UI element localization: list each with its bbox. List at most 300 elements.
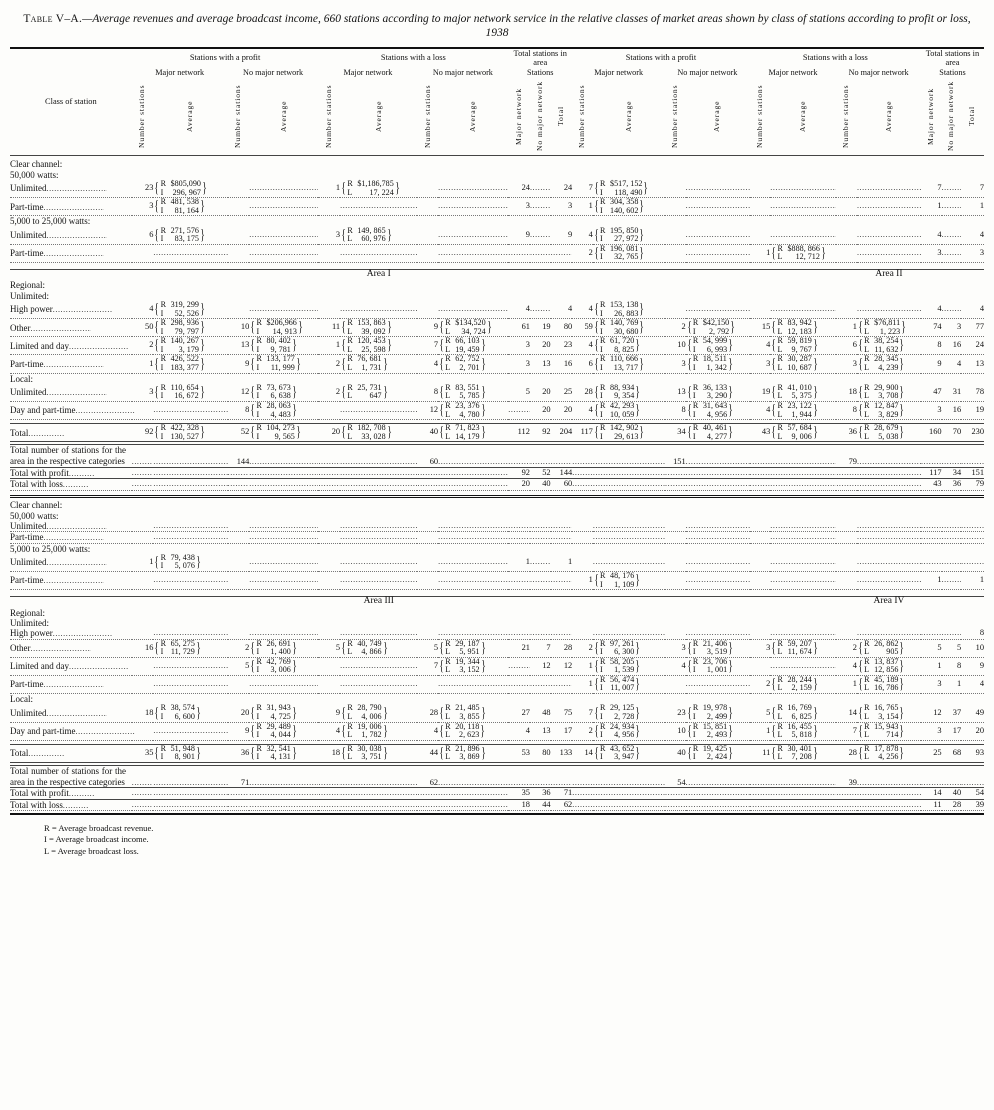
bottom-with-profit-cell-21: 54 — [975, 788, 984, 798]
bottom-row-6-total-nomajor: 12 — [542, 660, 551, 670]
bottom-row-8-r-total-all: 49 — [975, 707, 984, 717]
bottom-with-profit-leader — [69, 788, 95, 798]
brace-right-icon: } — [200, 226, 205, 243]
top-head-50k-spacer-9 — [530, 170, 551, 180]
bottom-head-reg-unlimited-spacer-5 — [340, 618, 417, 628]
top-totalnumber-cell-7 — [438, 445, 508, 468]
top-row-4-profit-major-count: 4 — [149, 304, 154, 314]
top-totalnumber-cell-15 — [750, 445, 771, 468]
bottom-row-6-loss-major-count — [318, 657, 340, 675]
top-row-0-r-profit-major-pair — [593, 180, 665, 197]
top-head-local — [10, 373, 984, 384]
bottom-head-local-spacer-15 — [750, 694, 771, 705]
top-row-7-profit-nomajor-label-1: R — [256, 354, 262, 364]
top-head-5to25k-spacer-6 — [417, 216, 438, 227]
bottom-row-8-profit-nomajor-count: 20 — [240, 707, 250, 717]
top-row-1-total-nomajor-dots — [530, 202, 551, 211]
top-row-5-loss-nomajor-pair — [438, 319, 508, 336]
top-row-2-r-profit-major-amount-1: 195, 850 — [610, 225, 639, 235]
top-row-8-r-loss-major-amount-1: 41, 010 — [787, 382, 812, 392]
bottom-total-label: Total — [10, 748, 29, 759]
table-row — [10, 521, 984, 532]
bottom-sep-1-cell-21 — [961, 590, 984, 597]
top-row-3-loss-major-average — [340, 244, 417, 262]
top-row-8-r-profit-major-amount-1: 88, 934 — [610, 382, 635, 392]
brace-left-icon: { — [341, 704, 347, 721]
bottom-row-0-r-total-nomajor-dots — [942, 522, 962, 531]
top-total-profit-major-label-2: I — [160, 431, 164, 441]
top-row-4-r-profit-nomajor-count — [665, 301, 686, 319]
top-totalnumber-cell-5 — [340, 445, 417, 468]
top-row-8-r-loss-major-pair — [770, 384, 836, 401]
bottom-row-5-r-loss-nomajor-label-2: L — [864, 647, 870, 657]
bottom-row-5-r-loss-nomajor-label-1: R — [864, 638, 870, 648]
top-row-0-profit-nomajor-average — [249, 180, 318, 198]
top-row-2-loss-major-pair — [340, 227, 417, 244]
brace-left-icon: { — [341, 337, 347, 354]
bottom-with-loss-dots-14 — [686, 801, 750, 810]
top-row-6-r-loss-nomajor-label-1: R — [864, 336, 870, 346]
top-row-7-r-loss-nomajor-count: 3 — [852, 358, 857, 368]
bottom-row-5-profit-major-average — [153, 639, 227, 657]
top-total-loss-major-pair — [340, 424, 417, 441]
bottom-row-3-r-profit-nomajor-empty-dots — [686, 576, 750, 584]
bottom-with-loss-dots-7 — [438, 801, 508, 810]
top-row-8-loss-major-amount-2: 647 — [369, 391, 382, 401]
bottom-row-4-profit-major-empty-dots — [153, 629, 227, 637]
bottom-total-profit-nomajor-label-1: R — [256, 743, 262, 753]
bottom-area-label-row-spacer-19 — [921, 597, 942, 608]
table-row — [10, 628, 984, 639]
bottom-totalnumber-dots-18 — [857, 779, 921, 788]
bottom-row-2-r-total-major — [921, 554, 942, 572]
top-row-2-stub — [10, 227, 132, 245]
bottom-row-9-r-loss-nomajor-pair — [857, 723, 921, 740]
bottom-with-loss-dots-13 — [665, 801, 686, 810]
bottom-with-loss-dots-11 — [572, 801, 593, 810]
bottom-row-2-r-profit-major-average — [593, 554, 665, 572]
top-row-0-total-nomajor — [530, 180, 551, 198]
bottom-with-profit-cell-1 — [153, 788, 227, 799]
stub-text: Limited and day — [10, 340, 69, 351]
top-row-9-r-loss-nomajor-label-1: R — [864, 401, 870, 411]
bottom-row-5-r-profit-major-count: 2 — [588, 642, 593, 652]
bottom-row-7-r-profit-major-pair — [593, 676, 665, 693]
bottom-with-profit-dots-2 — [228, 789, 250, 798]
top-row-7-loss-nomajor-pair — [438, 355, 508, 372]
top-head-5to25k-spacer-19 — [921, 216, 942, 227]
top-head-reg-unlimited-spacer-15 — [750, 291, 771, 301]
brace-right-icon: } — [635, 722, 641, 739]
bottom-row-0-r-loss-nomajor-empty-dots — [857, 522, 921, 530]
bottom-total-profit-nomajor-count: 36 — [240, 747, 250, 757]
bottom-head-50k-spacer-1 — [153, 511, 227, 521]
bottom-row-8-r-profit-major-values — [600, 704, 634, 721]
top-row-4-r-total-major: 4 — [937, 304, 942, 314]
top-row-9-r-total-major: 3 — [937, 405, 942, 415]
top-total-r-total-major: 160 — [929, 427, 942, 437]
bottom-row-7-profit-major-count — [132, 675, 154, 693]
top-row-1-profit-major-pair — [153, 198, 227, 215]
leader-dots — [47, 708, 107, 718]
top-row-0-loss-major-values — [347, 180, 393, 197]
bottom-row-0-loss-nomajor-empty-dots — [438, 522, 508, 530]
bottom-row-0-total-major — [508, 521, 530, 532]
top-row-3-r-total-nomajor-dots — [942, 249, 962, 258]
bottom-head-reg-unlimited-spacer-14 — [686, 618, 750, 628]
bottom-row-5-r-profit-nomajor-label-1: R — [692, 638, 699, 648]
brace-left-icon: { — [858, 639, 863, 656]
top-row-0-loss-major-average — [340, 180, 417, 198]
bottom-row-5-loss-nomajor-label-2: L — [445, 647, 451, 657]
brace-left-icon: { — [154, 554, 160, 571]
bottom-row-7-r-total-major: 3 — [937, 679, 942, 689]
top-head-50k-spacer-17 — [836, 170, 857, 180]
bottom-head-reg-unlimited-spacer-1 — [153, 618, 227, 628]
bottom-with-profit-dots-16 — [770, 789, 836, 798]
bottom-row-5-loss-major-amount-1: 40, 749 — [357, 638, 382, 648]
top-row-8-stub — [10, 384, 132, 402]
bottom-head-5to25k-spacer-21 — [961, 543, 984, 554]
bottom-row-5-r-profit-major-values — [600, 640, 634, 657]
top-total-loss-nomajor-label-1: R — [445, 423, 451, 433]
top-row-0-r-profit-nomajor-count — [665, 180, 686, 198]
top-head-clear-channel-spacer-0 — [132, 159, 154, 169]
bottom-row-8-r-loss-nomajor-count: 14 — [848, 707, 857, 717]
top-row-3-r-profit-major-average — [593, 244, 665, 262]
top-row-0-r-loss-major-average — [770, 180, 836, 198]
top-sep-1-cell-1 — [153, 262, 227, 269]
bottom-row-4-r-profit-major-empty-dots — [593, 629, 665, 637]
top-total-loss-major-average — [340, 424, 417, 442]
top-row-0-total-nomajor-dots — [530, 184, 551, 193]
bottom-head-clear-channel-spacer-1 — [153, 500, 227, 510]
header-sub-major-1: Major network — [155, 67, 205, 77]
leader-dots — [53, 304, 113, 314]
top-row-9-profit-nomajor-amount-2: 4, 483 — [270, 409, 291, 419]
brace-left-icon: { — [154, 355, 160, 372]
bottom-sep-1-cell-11 — [572, 590, 593, 597]
bottom-row-5-r-loss-nomajor-average — [857, 639, 921, 657]
bottom-row-2-r-loss-nomajor-empty-dots — [857, 558, 921, 566]
top-row-0-r-total-nomajor-dots — [942, 184, 962, 193]
top-totalnumber-cell-13: 151 — [673, 457, 686, 467]
bottom-head-5to25k-spacer-12 — [593, 543, 665, 554]
brace-left-icon: { — [771, 384, 777, 401]
bottom-row-9-profit-nomajor-values — [257, 723, 291, 740]
top-row-3-loss-nomajor-average — [438, 244, 508, 262]
bottom-totalnumber-dots-20 — [942, 779, 962, 788]
bottom-area-label-row-spacer-15 — [750, 597, 771, 608]
top-row-6-r-profit-nomajor-label-2: I — [692, 344, 696, 354]
bottom-head-local-spacer-21 — [961, 694, 984, 705]
top-with-profit-cell-2 — [228, 467, 250, 478]
top-row-8-profit-nomajor-label-2: I — [256, 391, 260, 401]
bottom-row-5-profit-nomajor-pair — [249, 640, 318, 657]
brace-right-icon: } — [728, 424, 734, 441]
top-row-7-loss-nomajor-average — [438, 355, 508, 373]
top-head-local-spacer-8 — [508, 373, 530, 384]
top-head-clear-channel-spacer-5 — [340, 159, 417, 169]
top-row-5-r-profit-nomajor-amount-1: $42,150 — [702, 318, 730, 328]
bottom-sep-1-cell-14 — [686, 590, 750, 597]
bottom-row-3-loss-nomajor-empty-dots — [438, 576, 508, 584]
top-row-7-profit-nomajor-average — [249, 355, 318, 373]
top-row-9-r-loss-nomajor-average — [857, 402, 921, 420]
top-with-loss-dots-7 — [438, 480, 508, 489]
bottom-row-5-total-nomajor: 7 — [546, 642, 551, 652]
brace-right-icon: } — [899, 722, 905, 739]
top-totalnumber-dots-8 — [508, 458, 530, 467]
top-row-4-r-profit-nomajor-average — [686, 301, 750, 319]
top-row-8-loss-nomajor-amount-2: 5, 785 — [459, 391, 480, 401]
top-total-r-loss-nomajor-amount-1: 28, 679 — [874, 423, 899, 433]
bottom-head-50k-spacer-20 — [942, 511, 962, 521]
bottom-row-9-loss-major-amount-2: 1, 782 — [361, 730, 382, 740]
stub-text: Part-time — [10, 532, 44, 543]
bottom-totalnumber-cell-20 — [942, 765, 962, 788]
bottom-row-9-r-loss-nomajor-label-2: L — [864, 730, 870, 740]
top-row-3-r-total-all: 3 — [979, 247, 984, 257]
top-head-local-spacer-20 — [942, 373, 962, 384]
top-row-8-r-total-nomajor: 31 — [952, 387, 962, 397]
top-row-7-r-loss-major-label-2: L — [777, 362, 783, 372]
top-with-profit-cell-4 — [318, 467, 340, 478]
top-row-2-loss-major-label-2: L — [347, 234, 353, 244]
top-row-8-r-profit-major-count: 28 — [584, 387, 593, 397]
bottom-with-loss-cell-12 — [593, 799, 665, 810]
bottom-totalnumber-cell-9 — [530, 765, 551, 788]
leader-dots — [44, 202, 104, 212]
bottom-row-0-r-loss-nomajor-average — [857, 521, 921, 532]
bottom-row-9-r-profit-nomajor-label-2: I — [692, 730, 696, 740]
top-row-4-r-profit-major-label-1: R — [600, 299, 606, 309]
table-row — [10, 722, 984, 740]
top-row-3-total-nomajor-dots — [530, 249, 551, 258]
top-row-9-r-total-nomajor: 16 — [952, 405, 962, 415]
bottom-head-regional — [10, 608, 984, 618]
brace-left-icon: { — [439, 657, 445, 674]
top-total-total-all: 204 — [559, 427, 573, 437]
bottom-row-7-r-loss-major-values — [778, 676, 812, 693]
brace-right-icon: } — [480, 639, 486, 656]
bottom-row-1-r-loss-major-average — [770, 532, 836, 543]
top-row-9-r-loss-major-values — [778, 402, 812, 419]
brace-right-icon: } — [196, 704, 201, 721]
top-with-profit-label: Total with profit — [10, 467, 69, 478]
bottom-row-0-r-loss-major-count — [750, 521, 771, 532]
top-total-r-loss-major-amount-2: 9, 006 — [791, 431, 812, 441]
top-total-loss-major-amount-1: 182, 708 — [357, 423, 386, 433]
top-row-6-loss-nomajor-amount-2: 19, 459 — [455, 344, 480, 354]
bottom-with-profit-dots-14 — [686, 789, 750, 798]
brace-left-icon: { — [154, 384, 160, 401]
top-row-1-loss-nomajor-empty-dots — [438, 202, 508, 210]
table-body — [10, 155, 984, 813]
bottom-row-6-profit-nomajor-pair — [249, 658, 318, 675]
top-row-6-profit-nomajor-count: 13 — [240, 340, 250, 350]
bottom-row-1-profit-major-average — [153, 532, 227, 543]
top-total-r-loss-nomajor-label-1: R — [864, 423, 870, 433]
bottom-head-clear-channel-spacer-6 — [417, 500, 438, 510]
top-head-regional-spacer-9 — [530, 280, 551, 290]
bottom-row-9-r-total-major: 3 — [937, 725, 942, 735]
bottom-with-loss-cell-20: 28 — [952, 799, 962, 809]
top-row-4-loss-major-empty-dots — [340, 305, 417, 313]
bottom-row-9-r-loss-nomajor-label-1: R — [864, 721, 870, 731]
top-row-8-r-loss-nomajor-label-1: R — [864, 382, 870, 392]
top-head-reg-unlimited-spacer-7 — [438, 291, 508, 301]
top-total-profit-major-average — [153, 424, 227, 442]
bottom-area-label-row-spacer-17 — [836, 597, 857, 608]
bottom-row-8-profit-nomajor-label-2: I — [256, 711, 260, 721]
top-row-5-loss-nomajor-average — [438, 319, 508, 337]
bottom-totalnumber-cell-17: 39 — [848, 777, 857, 787]
bottom-row-6-r-profit-nomajor-label-2: I — [692, 665, 696, 675]
bottom-area-label-row-spacer-14 — [686, 597, 750, 608]
bottom-row-8-loss-nomajor-label-1: R — [445, 703, 451, 713]
top-row-9-loss-nomajor-values — [445, 402, 479, 419]
bottom-row-2-profit-major-count: 1 — [149, 557, 154, 567]
bottom-with-loss-dots-16 — [770, 801, 836, 810]
top-total-loss-nomajor-label-2: L — [445, 431, 451, 441]
top-row-5-loss-major-values — [347, 319, 385, 336]
bottom-row-1-loss-nomajor-average — [438, 532, 508, 543]
bottom-row-4-total-major — [508, 628, 530, 639]
top-row-0-r-profit-nomajor-empty-dots — [686, 184, 750, 192]
bottom-area-label-row-spacer-13 — [665, 597, 686, 608]
leader-dots — [47, 521, 107, 531]
bottom-row-3-r-profit-major-label-1: R — [600, 571, 606, 581]
bottom-head-clear-channel-spacer-13 — [665, 500, 686, 510]
top-area-label-row-spacer-4 — [318, 269, 340, 280]
bottom-row-8-r-loss-major-label-1: R — [777, 703, 783, 713]
top-row-2-profit-major-count: 6 — [149, 229, 154, 239]
bottom-row-1-loss-major-average — [340, 532, 417, 543]
top-row-4-profit-major-amount-2: 52, 526 — [174, 308, 199, 318]
bottom-head-5to25k-spacer-3 — [249, 543, 318, 554]
bottom-row-7-r-total-nomajor: 1 — [956, 679, 962, 689]
top-sep-1-cell-20 — [942, 262, 962, 269]
top-row-5-profit-nomajor-amount-2: 14, 913 — [272, 326, 297, 336]
brace-left-icon: { — [771, 355, 777, 372]
top-row-4-r-loss-major-count — [750, 301, 771, 319]
bottom-row-2-profit-major-label-1: R — [160, 552, 166, 562]
bottom-head-5to25k-spacer-9 — [530, 543, 551, 554]
top-row-7-loss-nomajor-count: 4 — [433, 358, 439, 368]
top-row-7-r-loss-major-count: 3 — [766, 358, 771, 368]
top-row-7-loss-major-average — [340, 355, 417, 373]
table-row — [10, 639, 984, 657]
top-total-label: Total — [10, 427, 29, 438]
top-row-8-r-loss-major-count: 19 — [761, 387, 771, 397]
top-row-3-stub — [10, 244, 132, 262]
header-col-nomajornet-label-2: No major network — [946, 80, 956, 151]
brace-right-icon: } — [899, 424, 905, 441]
brace-right-icon: } — [382, 355, 388, 372]
bottom-row-0-r-profit-nomajor-average — [686, 521, 750, 532]
brace-left-icon: { — [594, 424, 599, 441]
bottom-row-4-total-nomajor — [530, 628, 551, 639]
top-with-profit-cell-14 — [686, 467, 750, 478]
bottom-sep-1-cell-2 — [228, 590, 250, 597]
bottom-head-50k-label: 50,000 watts: — [10, 510, 59, 521]
top-row-0-loss-nomajor-count — [417, 180, 438, 198]
brace-left-icon: { — [250, 722, 256, 739]
top-row-5-profit-major-pair — [153, 319, 227, 336]
top-row-3-total-major — [508, 244, 530, 262]
top-row-1-loss-major-count — [318, 198, 340, 216]
bottom-row-2-profit-nomajor-count — [228, 554, 250, 572]
top-row-7-r-loss-major-pair — [770, 355, 836, 372]
bottom-row-5-r-profit-major-average — [593, 639, 665, 657]
bottom-row-8-r-loss-major-label-2: L — [777, 711, 783, 721]
top-row-4-r-total-nomajor-dots — [942, 305, 962, 314]
top-with-profit-dots-0 — [132, 469, 154, 478]
top-row-6-r-profit-major-amount-2: 8, 825 — [614, 344, 635, 354]
top-with-loss-dots-13 — [665, 480, 686, 489]
top-row-7-loss-nomajor-values — [445, 355, 479, 372]
bottom-row-9-r-profit-major-label-2: I — [600, 730, 603, 740]
top-head-regional-spacer-5 — [340, 280, 417, 290]
summary-row — [10, 799, 984, 810]
top-row-6-profit-nomajor-label-2: I — [256, 344, 260, 354]
bottom-with-profit-dots-7 — [438, 789, 508, 798]
top-row-4-r-profit-major-count: 4 — [588, 304, 593, 314]
top-head-regional-spacer-7 — [438, 280, 508, 290]
bottom-row-7-r-profit-nomajor-average — [686, 675, 750, 693]
top-head-reg-unlimited-spacer-5 — [340, 291, 417, 301]
bottom-row-1-loss-major-count — [318, 532, 340, 543]
top-row-5-loss-nomajor-label-1: R — [445, 318, 451, 328]
bottom-row-7-r-loss-nomajor-pair — [857, 676, 921, 693]
bottom-area-label-row-spacer-20 — [942, 597, 962, 608]
top-with-profit-dots-2 — [228, 469, 250, 478]
top-row-9-r-loss-nomajor-values — [864, 402, 898, 419]
top-row-6-loss-major-amount-2: 25, 598 — [361, 344, 386, 354]
total-number-row — [10, 445, 984, 468]
bottom-row-9-r-loss-major-amount-1: 16, 455 — [787, 721, 812, 731]
top-sep-1-cell-6 — [417, 262, 438, 269]
bottom-row-6-r-loss-nomajor-label-2: L — [864, 665, 870, 675]
bottom-row-7-loss-major-count — [318, 675, 340, 693]
top-row-7-r-total-major: 9 — [937, 358, 942, 368]
top-row-7-r-profit-nomajor-pair — [686, 355, 750, 372]
brace-right-icon: } — [899, 355, 905, 372]
top-row-7-r-profit-major-amount-1: 110, 666 — [610, 354, 639, 364]
footnote-i: I = Average broadcast income. — [44, 834, 149, 845]
top-row-3-profit-nomajor-average — [249, 244, 318, 262]
top-row-9-r-profit-nomajor-average — [686, 402, 750, 420]
bottom-row-8-stub — [10, 704, 132, 722]
top-row-7-profit-major-values — [161, 355, 199, 372]
bottom-head-5to25k-spacer-6 — [417, 543, 438, 554]
top-with-profit-cell-12 — [593, 467, 665, 478]
top-row-5-profit-nomajor-pair — [249, 319, 318, 336]
bottom-with-loss-cell-21: 39 — [975, 799, 984, 809]
top-row-8-r-profit-nomajor-pair — [686, 384, 750, 401]
bottom-sep-1-cell-15 — [750, 590, 771, 597]
brace-right-icon: } — [639, 424, 645, 441]
top-row-8-r-profit-major-label-2: I — [600, 391, 603, 401]
top-row-4-profit-nomajor-average — [249, 301, 318, 319]
top-total-r-profit-nomajor-average — [686, 424, 750, 442]
bottom-total-loss-nomajor-pair — [438, 745, 508, 762]
top-row-7-profit-nomajor-label-2: I — [256, 362, 260, 372]
top-head-50k-spacer-10 — [551, 170, 573, 180]
top-with-loss-dots-15 — [750, 480, 771, 489]
bottom-with-profit-cell-11 — [572, 788, 593, 799]
